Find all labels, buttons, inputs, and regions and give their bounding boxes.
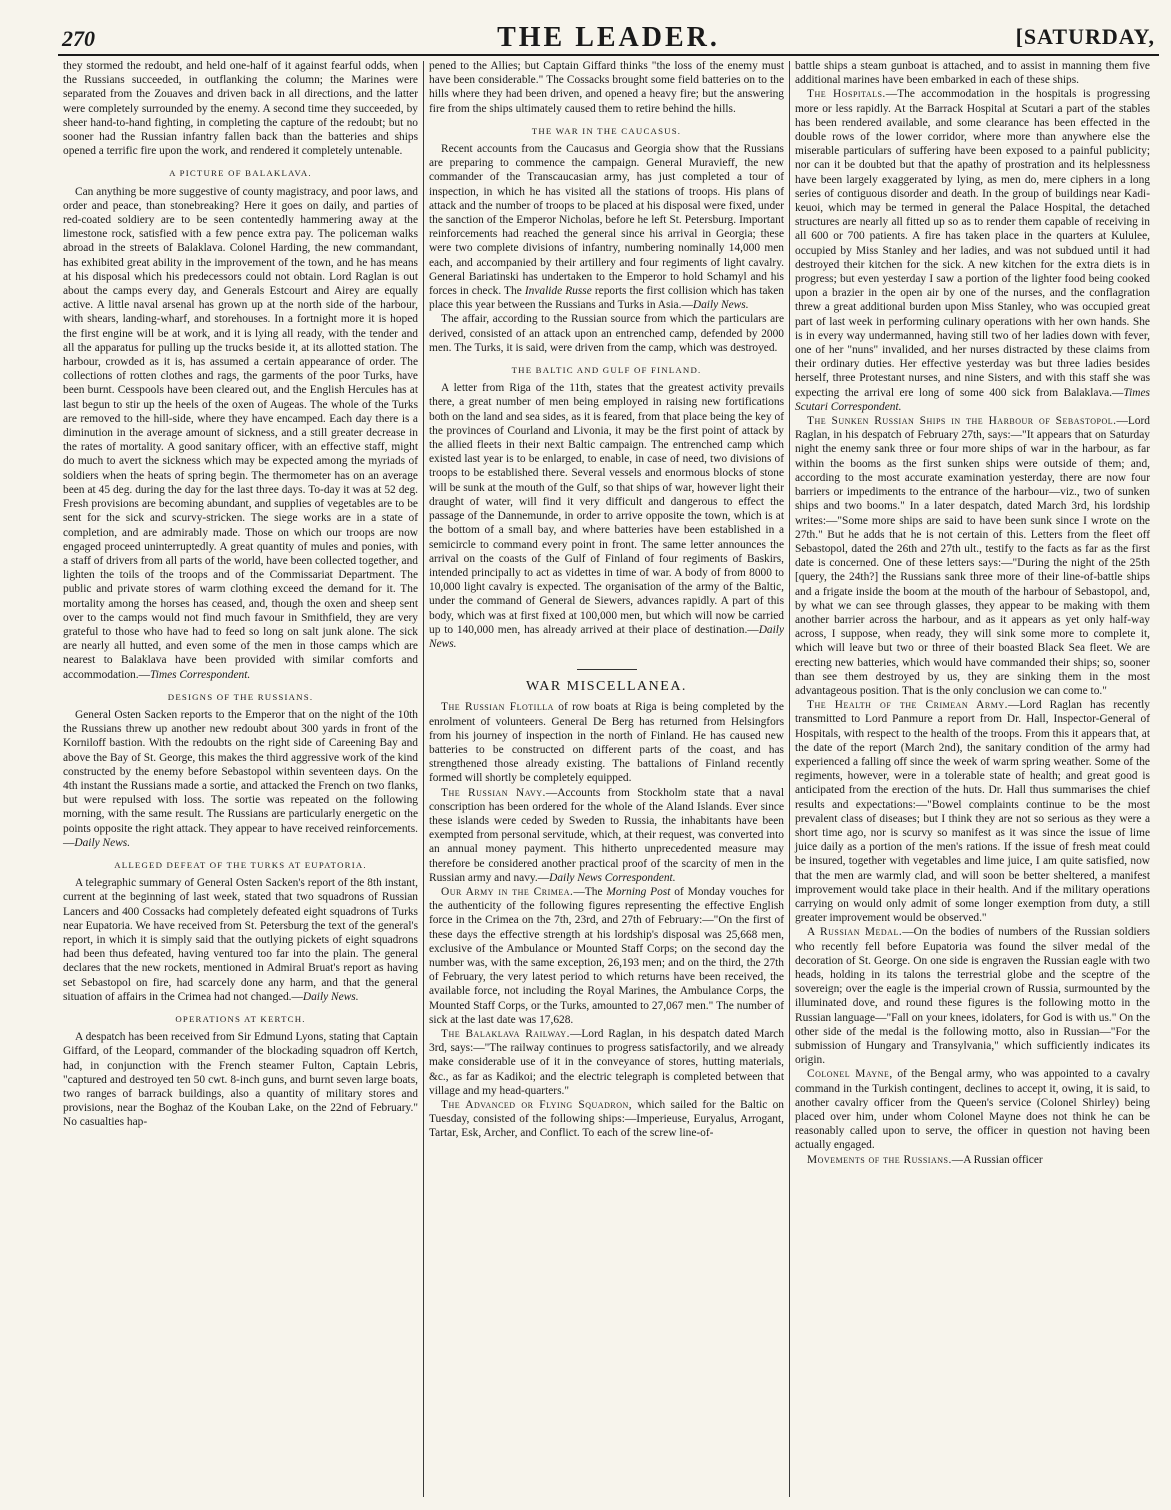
source-credit: Daily News Correspondent. [549,871,676,884]
item-title: The Hospitals. [807,88,886,101]
article-paragraph [429,700,784,785]
article-paragraph [429,1098,784,1141]
paragraph-text: Can anything be more suggestive of county magistracy, and poor laws, and order and peace, than stonebreaking? Here it goes on daily, and parties of red-coated soldiery are to be seen contentedly hammering away at the limestone rock, satisfied with a few pence extra pay. The policeman walks abroad in the streets of Balaklava. Colonel Harding, the new commandant, has exhibited great ability in the improvement of the town, and he has means at his disposal which his predecessors could not obtain. Lord Raglan is out about the camps every day, and Generals Estcourt and Airey are equally active. A little naval arsenal has grown up at the north side of the harbour, with shears, landing-wharf, and storehouses. In a fortnight more it is hoped the first engine will be at work, and it is lying all ready, with the tender and all the apparatus for pulling up the trucks beside it, at its allotted station. The harbour, crowded as it is, has assumed a certain appearance of order. The collections of rotten clothes and rags, the garments of the poor Turks, have been burnt. Cesspools have been cleared out, and the English Hercules has at last begun to stir up the heels of the oxen of Augeas. The whole of the Turks are removed to the hill-side, where they have encamped. Each day there is a diminution in the average amount of sickness, and a still greater decrease in the rates of mortality. A good sanitary officer, with an effective staff, might do much to avert the sickness which may be expected among the myriads of soldiers when the heats of spring begin. The thermometer has on an average been at 45 deg. during the day for the last three days. To-day it was at 52 deg. Fresh provisions are becoming abundant, and supplies of vegetables are to be sent for the sick and scurvy-stricken. The siege works are in a state of completion, and are admirably made. Those on which our troops are now engaged proceed uninterruptedly. A great quantity of mules and ponies, with a staff of drivers from all parts of the world, have been collected together, and lighten the toils of the troops and of the Commissariat Department. The public and private stores of warm clothing exceed the demand for it. The mortality among the horses has ceased, and, though the oxen and sheep sent over to the camps would not find much favour in Smithfield, they are very grateful to those who have had to feed so long on salt junk alone. The sick are nearly all hutted, and even some of the men in those camps which are nearest to Balaklava have been provided with similar comforts and accommodation.— [63,185,418,681]
source-credit: Daily News. [429,623,784,650]
article-paragraph [429,1027,784,1098]
column-1 [58,59,423,1499]
page-date: [SATURDAY, [1015,24,1155,49]
columns [58,59,1159,1499]
article-paragraph [429,381,784,651]
article-paragraph [429,885,784,1027]
paragraph-text: of Monday vouches for the authenticity of the following figures representing the effective English force in the Crimea on the 7th, 23rd, and 27th of February:—"On the first of these days the effective strength at his lordship's disposal was 25,668 men, exclusive of the Ambulance or Mounted Staff Corps; on the second day the number was, with the same exception, 26,193 men; and on the third, the 27th of February, the very latest period to which returns have been received, the available force, not including the Royal Marines, the Ambulance Corps, the Mounted Staff Corps, or the Turks, amounted to 27,067 men." The number of sick at the last date was 17,628. [429,885,784,1026]
item-title: A Russian Medal. [807,926,903,939]
source-credit: Times Scutari Correspondent. [795,386,1150,413]
article-paragraph: The affair, according to the Russian source from which the particulars are derived, consisted of an attack upon an entrenched camp, defended by 2000 men. The Turks, it is said, were driven from the camp, which was destroyed. [429,313,784,354]
paragraph-text: A letter from Riga of the 11th, states that the greatest activity prevails there, a great number of men being employed in raising new fortifications both on the land and sea sides, as it is feared, from that place being the key of the provinces of Courland and Livonia, it may be the first point of attack by the allied fleets in their next Baltic campaign. The entrenched camp which existed last year is to be enlarged, to enable, in case of need, two divisions of troops to be established there. Several vessels and enormous blocks of stone will be sunk at the mouth of the Gulf, so that ships of war, however light their draught of water, will find it very difficult and dangerous to effect the passage of the Dannemunde, in order to arrive opposite the town, which is at the bottom of a small bay, and where batteries have been established in a semicircle to command every point in front. The same letter announces the arrival on the coasts of the Gulf of Finland of four regiments of Baskirs, intended principally to act as videttes in time of war. A body of from 8000 to 10,000 light cavalry is expected. The organisation of the army of the Baltic, under the command of General de Siewers, advances rapidly. A part of this body, which was at first fixed at 100,000 men, but which will now be carried up to 140,000 men, has already arrived at their place of destination.— [429,382,784,636]
publication-name: Invalide Russe [524,285,592,298]
section-heading: THE BALTIC AND GULF OF FINLAND. [511,365,702,376]
paragraph-text: —Lord Raglan has recently transmitted to Lord Panmure a report from Dr. Hall, Inspector-General of Hospitals, with respect to the health of the troops. From this it appears that, at the date of the report (March 2nd), the sanitary condition of the army had experienced a falling off since the week of warm spring weather. Some of the regiments, however, were in a tolerable state of health; and great good is anticipated from the erection of the huts. Dr. Hall thus summarises the chief results and expectations:—"Bowel complaints continue to be the most prevalent class of diseases; but I think they are not so serious as they were a short time ago, nor is scurvy so manifest as it was since the issue of lime juice daily as a portion of the men's rations. If the issue of fresh meat could be insured, together with vegetables and lime juice, I am quite satisfied, now that the men are warmly clad, and will soon be better sheltered, a manifest improvement would take place in their health. And if the military operations carrying on would only admit of some longer exemption from duty, a still greater improvement would be observed." [795,699,1150,925]
article-paragraph: battle ships a steam gunboat is attached, and to assist in manning them five additional marines have been embarked in each of these ships. [795,60,1150,87]
article-paragraph [795,698,1150,925]
masthead [58,14,1159,56]
item-title: The Russian Flotilla [441,701,554,714]
paragraph-text: of the Bengal army, who was appointed to a cavalry command in the Turkish contingent, declines to accept it, owing, it is said, to another cavalry officer from the Queen's service (Colonel Shirley) being placed over him, under whom Colonel Mayne does not think he can be reasonably called upon to serve, the officer in question not having been actually engaged. [795,1068,1150,1152]
section-heading: ALLEGED DEFEAT OF THE TURKS AT EUPATORIA. [114,859,367,870]
column-2 [424,59,789,1499]
article-paragraph [429,786,784,885]
article-paragraph [63,876,418,1004]
article-paragraph [795,1153,1150,1167]
publication-name: Morning Post [606,885,671,898]
paragraph-text: Recent accounts from the Caucasus and Georgia show that the Russians are preparing to commence the campaign. General Muravieff, the new commander of the Transcaucasian army, has just completed a tour of inspection, in which he has visited all the stations of troops. His plans of attack and the number of troops to be placed at his disposal were fixed, under the sanction of the Emperor Nicholas, before he left St. Petersburg. Important reinforcements had reached the general since his arrival in Georgia; these were two complete divisions of infantry, numbering nominally 14,000 men each, and accompanied by their artillery and four regiments of light cavalry. General Bariatinski has undertaken to the Emperor to hold Schamyl and his forces in check. The [429,143,784,298]
source-credit: Daily News. [692,299,749,312]
source-credit: Daily News. [74,836,131,849]
section-heading: THE WAR IN THE CAUCASUS. [531,125,682,136]
article-paragraph [795,414,1150,698]
item-title: The Health of the Crimean Army. [807,699,1008,712]
item-title: Colonel Mayne, [807,1068,893,1081]
article-paragraph [63,185,418,682]
source-credit: Times Correspondent. [150,668,251,681]
paragraph-text: —The [573,885,603,898]
page-number: 270 [62,26,95,51]
section-heading: DESIGNS OF THE RUSSIANS. [167,691,314,702]
article-paragraph [63,708,418,850]
paragraph-text: which sailed for the Baltic on Tuesday, consisted of the following ships:—Imperieuse, Euryalus, Arrogant, Tartar, Esk, Archer, and Conflict. To each of the screw line-of- [429,1099,784,1140]
article-paragraph: pened to the Allies; but Captain Giffard thinks "the loss of the enemy must have been considerable." The Cossacks brought some field batteries on to the hills where they had been driven, and opened a heavy fire; but the answering fire from the ships ultimately caused them to retire behind the hills. [429,60,784,115]
paragraph-text: —Lord Raglan, in his despatch of February 27th, says:—"It appears that on Saturday night the enemy sank three or four more ships of war in the harbour, as far within the booms as the first sunken ships were outside of them; and, according to the most accurate examination yesterday, there are now four barriers or impediments to the entrance of the harbour—viz., two of sunken ships and two booms." In a later despatch, dated March 3rd, his lordship writes:—"Some more ships are said to have been sunk since I wrote on the 27th." But he adds that he is not certain of this. Letters from the fleet off Sebastopol, dated the 26th and 27th ult., testify to the facts as far as the first date is concerned. One of these letters says:—"During the night of the 25th [query, the 24th?] the Russians sank three more of their line-of-battle ships and a frigate inside the boom at the mouth of the harbour of Sebastopol, and, by what we can see through glasses, they appear to be making with them another barrier across the harbour, and as it appears as yet only half-way across, I suppose, when ready, they will sink some more to complete it, which will leave but two or three of their boasted Black Sea fleet. We are erecting new batteries, which would have commanded their ships; so, sooner than see them destroyed by us, they are sinking them in the most advantageous position. That is the only conclusion we can come to." [795,415,1150,697]
item-title: The Advanced or Flying Squadron, [441,1099,633,1112]
item-title: The Sunken Russian Ships in the Harbour of Sebastopol. [807,415,1117,428]
column-3 [790,59,1155,1499]
item-title: Movements of the Russians. [807,1153,952,1166]
page-title: THE LEADER. [497,22,720,53]
article-paragraph: A despatch has been received from Sir Edmund Lyons, stating that Captain Giffard, of the Leopard, commander of the blockading squadron off Kertch, had, in conjunction with the French steamer Fulton, Captain Lebris, "captured and destroyed ten 50 cwt. 8-inch guns, and burnt seven large boats, two ranges of barrack buildings, also a quantity of military stores and provisions, near the Boghaz of the Kouban Lake, on the 22nd of February." No casualties hap- [63,1031,418,1129]
article-paragraph [795,925,1150,1067]
paragraph-text: —Lord Raglan, in his despatch dated March 3rd, says:—"The railway continues to progress satisfactorily, and we already make considerable use of it in the conveyance of stores, hutting materials, &c., as far as Kadikoi; and the electric telegraph is completed between that village and my head-quarters." [429,1028,784,1097]
article-paragraph [795,87,1150,414]
item-title: The Russian Navy. [441,786,546,799]
article-paragraph [429,142,784,312]
article-paragraph [795,1067,1150,1152]
paragraph-text: reports the first collision which has taken place this year between the Russians and Turks in Asia.— [429,285,784,312]
item-title: Our Army in the Crimea. [441,885,574,898]
source-credit: Daily News. [302,990,359,1003]
item-title: The Balaklava Railway. [441,1028,570,1040]
article-paragraph: they stormed the redoubt, and held one-half of it against fearful odds, when the Russians succeeded, in outflanking the column; the Marines were separated from the Zouaves and driven back in all directions, and the latter were completely surrounded by the enemy. A second time they succeeded, by sheer hand-to-hand fighting, in completing the capture of the redoubt; but no sooner had the Russian infantry fallen back than the batteries and ships opened a terrific fire upon the work, and rendered it completely untenable. [63,60,418,158]
paragraph-text: —On the bodies of numbers of the Russian soldiers who recently fell before Eupatoria was found the silver medal of the decoration of St. George. On one side is engraven the Russian eagle with two heads, holding in its talons the terrestrial globe and the sceptre of the sovereign; over the eagle is the imperial crown of Russia, surmounted by the illuminated dove, and round these figures is the following motto in the Russian language—"Fall on your knees, idolaters, for God is with us." On the other side of the medal is the following motto, also in Russian—"For the submission of Hungary and Transylvania," which sufficiently indicates its origin. [795,926,1150,1067]
paragraph-text: —A Russian officer [951,1153,1043,1166]
section-heading: OPERATIONS AT KERTCH. [175,1014,306,1024]
paragraph-text: General Osten Sacken reports to the Emperor that on the night of the 10th the Russians threw up another new redoubt about 300 yards in front of the Korniloff bastion. With the redoubts on the right side of Careening Bay and above the Bay of St. George, this makes the third aggressive work of the kind constructed by the enemy before Sebastopol within seventeen days. On the 4th instant the Russians made a sortie, and attacked the French on two flanks, but were repulsed with loss. The sortie was repeated on the following morning, with the same result. The Russians are particularly energetic on the points opposite the right attack. They appear to have received reinforcements.— [63,708,418,849]
section-heading-large: WAR MISCELLANEA. [429,669,784,694]
paragraph-text: —The accommodation in the hospitals is progressing more or less rapidly. At the Barrack Hospital at Scutari a part of the stables has been rendered available, and some clearance has been effected in the double rows of the lower corridor, where more than anywhere else the miserable particulars of suffering have been exposed to a painful publicity; nor can it be doubted but that the apathy of prostration and its helplessness have been largely exaggerated by lying, as men do, mere ciphers in a long series of contiguous disorder and death. In the group of buildings near Kadi-keuoi, which may be termed in general the Palace Hospital, the detached structures are nearly all fitted up so as to render them capable of receiving in all 600 or 700 patients. A fire has taken place in the quarters at Kululee, occupied by Miss Stanley and her ladies, and was not subdued until it had destroyed their kitchen for the sick. A new kitchen for the extra diets is in progress; but even yesterday I saw a portion of the lighter food being cooked upon a brazier in the open air by one of the nurses, and the conflagration threw a great additional burden upon Miss Stanley, who was occupied great part of last week in performing culinary operations with her own hands. She is in every way undermanned, having still two of her ladies down with fever, one of her "nuns" invalided, and her nurses distracted by these claims from their ordinary duties. Her effective yesterday was but three ladies besides herself, three Protestant nurses, and nine Sisters, and with this staff she was expecting the arrival ere long of some 400 sick from Balaklava.— [795,88,1150,399]
section-heading: A PICTURE OF BALAKLAVA. [169,168,312,179]
paragraph-text: A telegraphic summary of General Osten Sacken's report of the 8th instant, current at the beginning of last week, stated that two squadrons of Russian Lancers and 400 Cossacks had completely defeated eight squadrons of Turks near Eupatoria. We have received from St. Petersburg the text of the general's report, in which it is simply said that the outlying pickets of eight squadrons had been thus defeated, having ventured too far into the plain. The general declares that the new rockets, mentioned in Admiral Bruat's report as having set Sebastopol on fire, had scarcely done any harm, and that the general situation of affairs in the Crimea had not changed.— [63,877,418,1003]
paragraph-text: of row boats at Riga is being completed by the enrolment of volunteers. General De Berg has returned from Helsingfors from his journey of inspection in the north of Finland. He has caused new batteries to be constructed on different parts of the coast, and has strengthened those already existing. The battalions of Finland recently formed will shortly be completely equipped. [429,701,784,785]
paragraph-text: —Accounts from Stockholm state that a naval conscription has been ordered for the whole of the Aland Islands. Ever since these islands were ceded by Sweden to Russia, the inhabitants have been exempted from personal servitude, which, at their request, was converted into an annual money payment. This hitherto unprecedented measure may therefore be considered another practical proof of the scarcity of men in the Russian army and navy.— [429,786,784,884]
